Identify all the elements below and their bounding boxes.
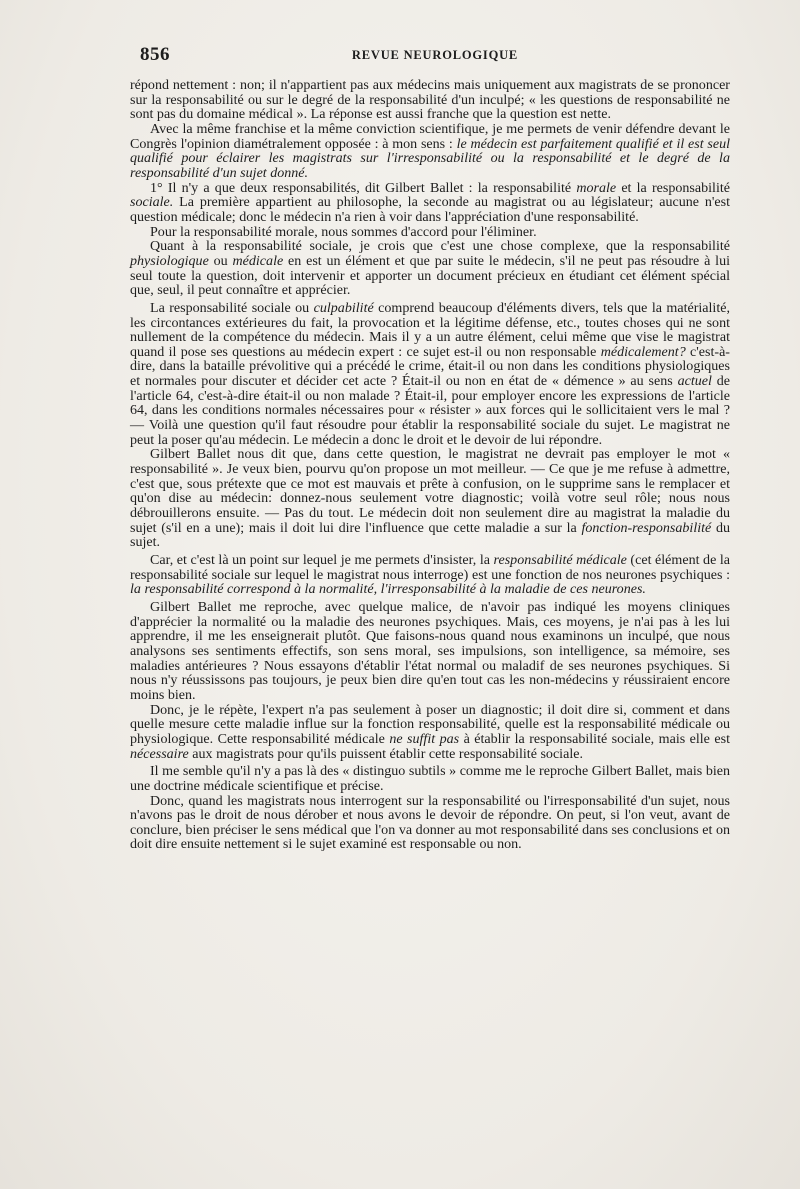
italic-run: médicale — [232, 252, 284, 269]
text-run: de l'article 64, c'est-à-dire était-il ou non malade ? Était-il, pour employer encore les expressions de l'article 64, dans les conditions normales nécessaires pour « résister » aux forces qui le sollicitaient vers le mal ? — Voilà une question qu'il faut résoudre pour établir la responsabilité sociale du sujet. Le magistrat ne peut la poser qu'au médecin. Le médecin a donc le droit et le devoir de lui répondre. — [130, 373, 730, 448]
text-run: La première appartient au philosophe, la seconde au magistrat ou au législateur; aucune n'est question médicale; donc le médecin n'a rien à voir dans l'appréciation d'une responsabilité. — [130, 194, 730, 225]
paragraph — [130, 301, 730, 448]
text-run: Quant à la responsabilité sociale, je crois que c'est une chose complexe, que la responsabilité — [150, 238, 730, 255]
paragraph — [130, 794, 730, 853]
paragraph — [130, 239, 730, 298]
text-run: Donc, quand les magistrats nous interrogent sur la responsabilité ou l'irresponsabilité d'un sujet, nous n'avons pas le droit de nous dérober et nous avons le devoir de répondre. On peut, si l'on veut, avant de conclure, bien préciser le sens médical que l'on va donner au mot responsabilité dans ses conclusions et on doit dire ensuite nettement si le sujet examiné est responsable ou non. — [130, 792, 730, 853]
text-run: (cet élément de la responsabilité sociale sur lequel le magistrat nous interroge) est une fonction de nos neurones psychiques : — [130, 552, 731, 583]
page-header — [140, 44, 730, 70]
text-run: comprend beaucoup d'éléments divers, tels que la matérialité, les circontances extérieures du fait, la provocation et la légitime défense, etc., toutes choses qui ne sont nullement de la compétence du médecin. Mais il y a un autre élément, celui même que vise le magistrat quand il pose ses questions au médecin expert : ce sujet est-il ou non responsable — [130, 299, 730, 360]
paragraph — [130, 181, 730, 225]
italic-run: fonction-responsabilité — [581, 519, 712, 536]
italic-run: morale — [576, 179, 617, 196]
article-body — [130, 78, 730, 852]
text-run: La responsabilité sociale ou — [150, 299, 314, 316]
text-run: Car, et c'est là un point sur lequel je me permets d'insister, la — [150, 552, 494, 568]
paragraph — [130, 553, 730, 597]
italic-run: médicalement? — [600, 343, 686, 360]
text-run: répond nettement : non; il n'appartient pas aux médecins mais uniquement aux magistrats de se prononcer sur la responsabilité ou sur le degré de la responsabilité d'un inculpé; « les questions de responsabilité ne sont pas du domaine médical ». La réponse est aussi franche que la question est nette. — [130, 77, 730, 123]
italic-run: culpabilité — [313, 299, 374, 316]
text-run: du sujet. — [130, 519, 731, 551]
italic-run: sociale. — [130, 194, 174, 211]
paragraph — [130, 447, 730, 550]
text-run: c'est-à-dire, dans la bataille prévolitive qui a précédé le crime, était-il ou non dans les conditions physiologiques et normales pour discuter et décider cet acte ? Était-il ou non en état de « démence » au sens — [130, 343, 730, 390]
text-run: et la responsabilité — [616, 179, 730, 196]
text-run: en est un élément et que par suite le médecin, s'il ne peut pas résoudre à lui seul toute la question, doit intervenir et apporter un document précieux en étudiant cet élément spécial que, seul, il peut connaître et apprécier. — [130, 252, 730, 299]
page-number: 856 — [140, 44, 170, 65]
text-run: Gilbert Ballet me reproche, avec quelque malice, de n'avoir pas indiqué les moyens cliniques d'apprécier la normalité ou la maladie des neurones psychiques. Mais, ces moyens, je n'ai pas à les lui apprendre, il me les enseignerait plutôt. Que faisons-nous quand nous examinons un inculpé, que nous analysons ses sentiments effectifs, son sens moral, ses impulsions, son intelligence, sa mémoire, ses maladies antérieures ? Nous essayons d'établir l'état normal ou maladif de ses neurones psychiques. Si nous n'y réussissons pas toujours, je peux bien dire qu'en tout cas les non-médecins y réussiraient encore moins bien. — [130, 598, 730, 703]
text-run: Avec la même franchise et la même conviction scientifique, je me permets de venir défendre devant le Congrès l'opinion diamétralement opposée : à mon sens : — [130, 120, 730, 152]
text-run: à établir la responsabilité sociale, mais elle est — [459, 730, 730, 747]
italic-run: nécessaire — [130, 745, 189, 762]
paragraph — [130, 78, 730, 122]
italic-run: la responsabilité correspond à la normalité, l'irresponsabilité à la maladie de ces neurones. — [130, 581, 646, 598]
text-run: Donc, je le répète, l'expert n'a pas seulement à poser un diagnostic; il doit dire si, comment et dans quelle mesure cette maladie influe sur la fonction responsabilité, quelle est la responsabilité médicale ou physiologique. Cette responsabilité médicale — [130, 701, 730, 747]
italic-run: le médecin est parfaitement qualifié et il est seul qualifié pour éclairer les magistrats sur l'irresponsabilité ou la responsabilité et le degré de la responsabilité d'un sujet donné. — [130, 135, 731, 181]
text-run: aux magistrats pour qu'ils puissent établir cette responsabilité sociale. — [188, 745, 583, 762]
text-run: ou — [208, 252, 233, 269]
running-title: REVUE NEUROLOGIQUE — [351, 48, 519, 62]
paragraph — [130, 122, 730, 181]
italic-run: actuel — [677, 373, 712, 390]
paragraph — [130, 764, 730, 793]
paragraph — [130, 703, 730, 762]
text-run: Il me semble qu'il n'y a pas là des « distinguo subtils » comme me le reproche Gilbert Ballet, mais bien une doctrine médicale scientifique et précise. — [130, 763, 730, 794]
italic-run: ne suffit pas — [389, 730, 460, 747]
paragraph — [130, 225, 730, 240]
text-run: Pour la responsabilité morale, nous sommes d'accord pour l'éliminer. — [150, 223, 537, 240]
italic-run: physiologique — [130, 252, 209, 269]
text-run: Gilbert Ballet nous dit que, dans cette question, le magistrat ne devrait pas employer le mot « responsabilité ». Je veux bien, pourvu qu'on propose un mot meilleur. — Ce que je me refuse à admettre, c'est que, sous prétexte que ce mot est mauvais et prête à confusion, on le supprime sans le remplacer et qu'on dise au médecin: donnez-nous seulement votre diagnostic; voilà votre seul rôle; nous nous débrouillerons ensuite. — Pas du tout. Le médecin doit non seulement dire au magistrat la maladie du sujet (s'il en a une); mais il doit lui dire l'influence que cette maladie a sur la — [130, 446, 730, 536]
text-run: 1° Il n'y a que deux responsabilités, dit Gilbert Ballet : la responsabilité — [150, 179, 577, 196]
paragraph — [130, 600, 730, 703]
italic-run: responsabilité médicale — [493, 552, 627, 568]
